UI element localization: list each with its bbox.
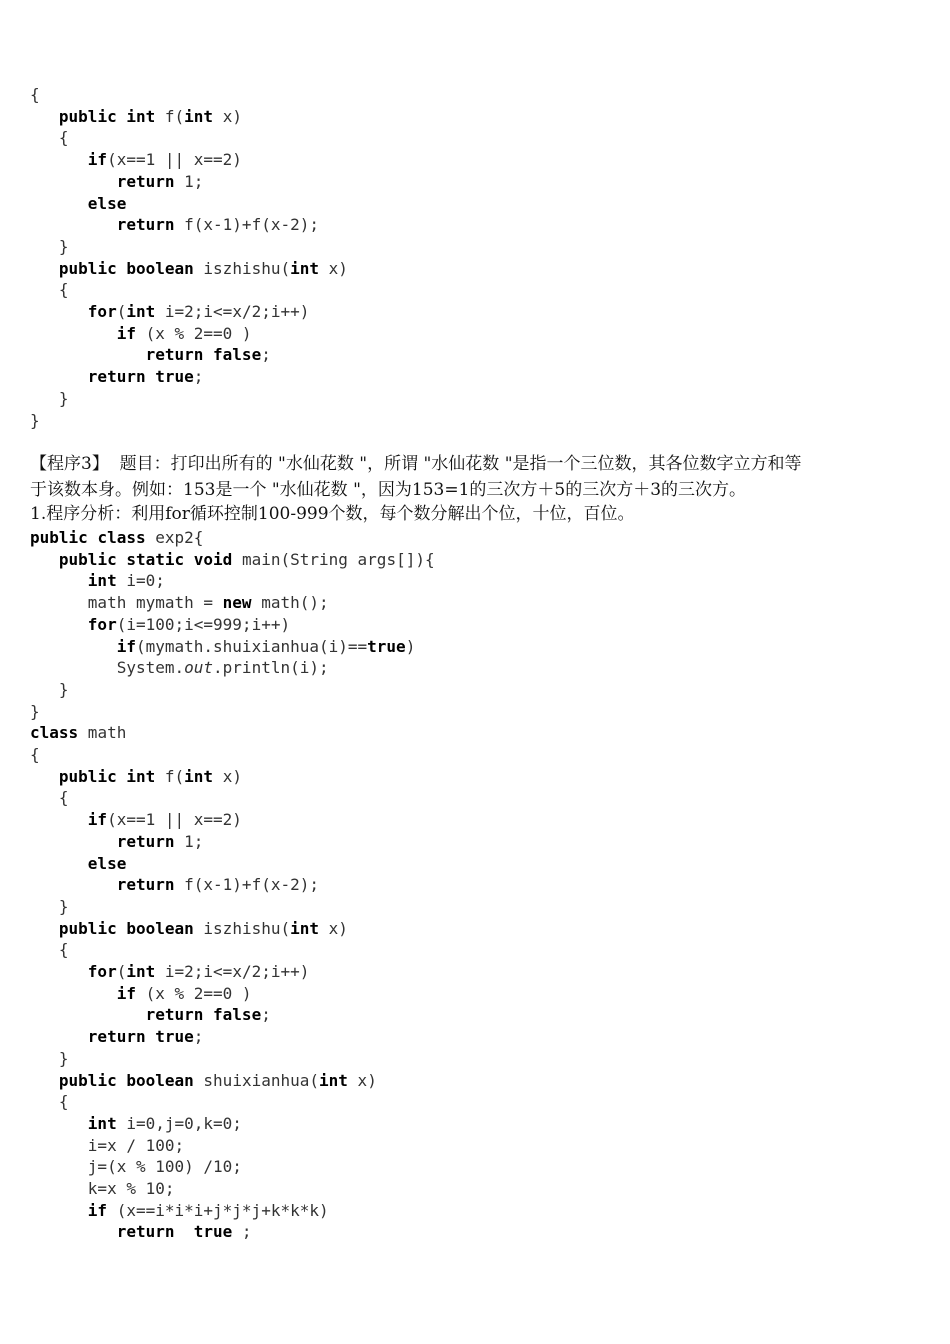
code-text: iszhishu( (193, 918, 291, 938)
code-line (30, 939, 69, 961)
code-line (30, 388, 69, 410)
code-line (30, 657, 329, 679)
code-line (30, 366, 203, 388)
code-line (30, 1026, 203, 1048)
code-text: System. (30, 658, 185, 678)
code-text (30, 324, 117, 343)
code-keyword: return (87, 367, 146, 387)
code-text: math(); (251, 593, 329, 613)
code-keyword: int (87, 571, 117, 591)
code-line (30, 744, 40, 766)
code-text (30, 172, 117, 191)
code-line (30, 1070, 377, 1092)
code-line (30, 853, 126, 875)
code-text: i=2;i<=x/2;i++) (155, 302, 310, 321)
code-text: x) (213, 106, 242, 126)
code-text (30, 215, 117, 234)
code-keyword: if (87, 1200, 108, 1220)
code-text: math (78, 723, 127, 743)
code-text: } (30, 388, 69, 408)
code-text: f( (155, 766, 185, 786)
code-keyword: public (58, 549, 117, 569)
code-text (88, 528, 98, 547)
code-keyword: true (155, 1027, 194, 1047)
code-keyword: return (116, 831, 175, 851)
code-keyword: for (87, 302, 117, 321)
code-keyword: return (145, 1005, 204, 1025)
code-text (30, 194, 88, 213)
code-keyword: if (116, 983, 136, 1003)
code-text: f( (155, 106, 185, 126)
code-text: } (30, 679, 69, 699)
code-text: math mymath = (30, 593, 223, 613)
code-text: (x==1 || x==2) (107, 810, 242, 830)
code-text (184, 550, 194, 569)
code-keyword: boolean (126, 1070, 194, 1090)
code-text: { (30, 745, 40, 764)
code-keyword: int (87, 1113, 117, 1133)
code-keyword: else (87, 853, 127, 873)
code-line (30, 1178, 175, 1200)
code-text (117, 919, 127, 938)
code-text: { (30, 940, 69, 960)
code-text: f(x-1)+f(x-2); (174, 875, 319, 895)
code-text: ; (261, 1005, 271, 1025)
code-line (30, 127, 69, 149)
code-text (30, 107, 59, 126)
code-line (30, 722, 126, 744)
code-line (30, 1135, 184, 1157)
code-keyword: int (126, 302, 156, 321)
code-text (30, 875, 117, 894)
code-keyword: int (126, 962, 156, 981)
code-text: j=(x % 100) /10; (30, 1157, 242, 1177)
code-line (30, 983, 252, 1005)
code-line (30, 1200, 329, 1222)
code-text (30, 810, 88, 829)
code-text: ; (193, 367, 204, 387)
code-text (30, 345, 146, 364)
code-text: (mymath.shuixianhua(i)== (135, 636, 368, 656)
code-keyword: false (213, 345, 262, 365)
code-text (30, 767, 59, 786)
code-text: } (30, 896, 69, 916)
code-text: } (30, 236, 69, 256)
code-keyword: int (319, 1070, 348, 1090)
code-text (30, 1027, 88, 1046)
code-line (30, 410, 40, 432)
code-text (117, 107, 127, 126)
program3-heading: 【程序3】 题目：打印出所有的 "水仙花数 "，所谓 "水仙花数 "是指一个三位数，其各位数字立方和等 (30, 454, 802, 474)
code-line (30, 149, 242, 171)
code-text (117, 767, 127, 786)
code-line (30, 236, 69, 258)
code-line (30, 918, 348, 940)
code-keyword: return (87, 1027, 146, 1047)
code-text: { (30, 1092, 69, 1112)
code-keyword: boolean (126, 258, 194, 278)
code-text (117, 550, 127, 569)
code-keyword: return (116, 1222, 175, 1242)
code-line (30, 1113, 242, 1135)
code-text (30, 919, 59, 938)
code-line (30, 549, 435, 571)
code-keyword: public (30, 528, 88, 547)
code-text: x) (213, 766, 242, 786)
code-text: out (184, 658, 214, 678)
code-keyword: true (367, 636, 406, 656)
code-line (30, 636, 415, 658)
code-line (30, 766, 242, 788)
code-line (30, 896, 69, 918)
code-text: ; (261, 345, 271, 365)
code-text: } (30, 410, 40, 430)
code-keyword: true (155, 367, 194, 387)
code-line (30, 809, 242, 831)
code-text (146, 1027, 156, 1046)
code-line (30, 1004, 271, 1026)
code-text: exp2{ (145, 528, 204, 547)
code-text: } (30, 1048, 69, 1068)
code-line (30, 323, 252, 345)
code-text: (x % 2==0 ) (135, 983, 252, 1003)
code-text (30, 1114, 88, 1133)
code-keyword: public (58, 766, 117, 786)
code-keyword: boolean (126, 918, 194, 938)
code-text (117, 1071, 127, 1090)
code-keyword: public (58, 1070, 117, 1090)
code-keyword: if (87, 810, 108, 830)
code-keyword: int (184, 106, 214, 126)
code-text (30, 259, 59, 278)
code-text (30, 571, 88, 590)
code-text (117, 259, 127, 278)
code-text: i=x / 100; (30, 1135, 185, 1155)
code-text: f(x-1)+f(x-2); (174, 215, 319, 235)
code-text: } (30, 701, 40, 721)
code-text (30, 1071, 59, 1090)
program3-analysis: 1.程序分析：利用for循环控制100-999个数，每个数分解出个位，十位，百位。 (30, 504, 635, 524)
code-text (30, 367, 88, 386)
code-line (30, 1091, 69, 1113)
code-text: ( (116, 962, 127, 981)
code-text (30, 854, 88, 873)
code-text: (i=100;i<=999;i++) (116, 614, 291, 634)
code-text: i=0,j=0,k=0; (116, 1113, 242, 1133)
code-text: ( (116, 302, 127, 321)
code-text (203, 1005, 213, 1024)
code-text: 1; (174, 831, 204, 851)
code-line (30, 1048, 69, 1070)
code-line (30, 106, 242, 128)
code-text (30, 1005, 146, 1024)
code-text: ; (232, 1222, 252, 1242)
code-line (30, 874, 319, 896)
code-keyword: for (87, 962, 117, 981)
program3-description: 于该数本身。例如：153是一个 "水仙花数 "，因为153=1的三次方＋5的三次方＋3的三次方。 (30, 480, 747, 500)
code-keyword: public (58, 258, 117, 278)
code-text: { (30, 85, 40, 104)
code-keyword: public (58, 918, 117, 938)
code-text (146, 367, 156, 386)
code-text (30, 615, 88, 634)
code-text: x) (319, 258, 348, 278)
code-text: x) (347, 1070, 377, 1090)
code-text: (x==i*i*i+j*j*j+k*k*k) (107, 1200, 329, 1220)
code-text: iszhishu( (193, 258, 291, 278)
code-line (30, 279, 69, 301)
code-keyword: int (184, 766, 214, 786)
code-line (30, 961, 309, 983)
code-text: .println(i); (213, 658, 329, 678)
code-text: { (30, 280, 69, 300)
code-text: (x % 2==0 ) (135, 323, 252, 343)
code-line (30, 214, 319, 236)
code-line (30, 171, 203, 193)
code-text: (x==1 || x==2) (107, 150, 242, 170)
code-text: ) (405, 636, 416, 656)
code-keyword: new (222, 593, 252, 613)
code-keyword: if (116, 636, 136, 656)
code-keyword: return (116, 215, 175, 235)
code-line (30, 831, 203, 853)
code-text (30, 550, 59, 569)
code-text (203, 345, 213, 364)
code-keyword: class (97, 528, 146, 547)
code-keyword: void (193, 549, 233, 569)
code-text (30, 832, 117, 851)
code-text: shuixianhua( (193, 1070, 320, 1090)
code-keyword: int (126, 766, 156, 786)
code-keyword: return (116, 171, 175, 191)
code-line (30, 527, 203, 549)
code-keyword: if (116, 323, 136, 343)
code-keyword: true (193, 1222, 233, 1242)
code-text: main(String args[]){ (232, 549, 435, 569)
code-keyword: int (290, 918, 320, 938)
code-text: { (30, 788, 69, 808)
code-text: { (30, 128, 69, 148)
code-text (30, 1222, 117, 1241)
code-text: ; (193, 1027, 204, 1047)
code-text (30, 637, 117, 656)
code-line (30, 570, 165, 592)
code-line (30, 84, 40, 106)
code-keyword: int (290, 258, 320, 278)
code-keyword: static (126, 549, 185, 569)
code-text (175, 1222, 194, 1241)
code-text (30, 1201, 88, 1220)
code-line (30, 1156, 242, 1178)
code-text (30, 984, 117, 1003)
code-text (30, 150, 88, 169)
code-line (30, 344, 271, 366)
code-text: i=0; (116, 571, 165, 591)
code-text: k=x % 10; (30, 1179, 175, 1198)
code-line (30, 592, 329, 614)
code-keyword: if (87, 150, 108, 170)
code-text (30, 962, 88, 981)
code-line (30, 1221, 252, 1243)
code-keyword: false (213, 1005, 262, 1025)
code-line (30, 614, 290, 636)
code-line (30, 301, 309, 323)
code-keyword: else (87, 193, 127, 213)
code-keyword: int (126, 106, 156, 126)
code-line (30, 193, 126, 215)
code-text: 1; (174, 171, 204, 191)
code-keyword: for (87, 614, 117, 634)
code-line (30, 258, 348, 280)
code-keyword: return (116, 875, 175, 895)
code-keyword: return (145, 345, 204, 365)
code-line (30, 679, 69, 701)
code-line (30, 701, 40, 723)
code-text (30, 302, 88, 321)
code-text: x) (319, 918, 348, 938)
code-keyword: public (58, 106, 117, 126)
code-text: i=2;i<=x/2;i++) (155, 962, 310, 981)
code-line (30, 787, 69, 809)
code-keyword: class (30, 723, 79, 743)
